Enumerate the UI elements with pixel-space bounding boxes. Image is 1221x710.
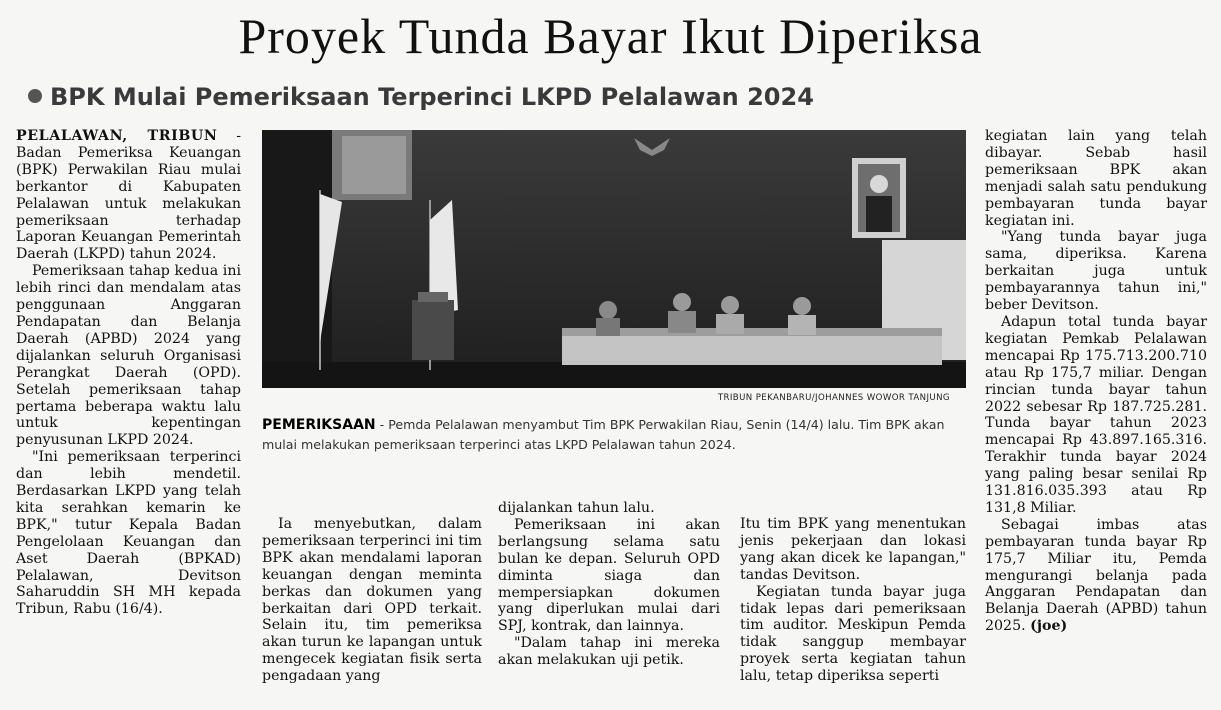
paragraph-text: Sebagai imbas atas pembayaran tunda bayar Rp 175,7 Miliar itu, Pemda mengurangi belanja pada Anggaran Pendapatan dan Belanja Daerah (APBD) tahun 2025. — [985, 516, 1207, 635]
paragraph-text: Badan Pemeriksa Keuangan (BPK) Perwakilan Riau mulai berkantor di Kabupaten Pelalawan untuk melakukan pemeriksaan terhadap Laporan Keuangan Pemerintah Daerah (LKPD) tahun 2024. — [16, 144, 241, 263]
paragraph: "Yang tunda bayar juga sama, diperiksa. Karena berkaitan juga untuk pembayarannya tahun ini," beber Devitson. — [985, 229, 1207, 314]
photo-caption — [262, 415, 966, 455]
paragraph: Kegiatan tunda bayar juga tidak lepas dari pemeriksaan tim auditor. Meskipun Pemda tidak sanggup membayar proyek serta kegiatan tahun lalu, tetap diperiksa seperti — [740, 583, 966, 685]
column-3 — [498, 500, 720, 669]
subheadline-text: BPK Mulai Pemeriksaan Terperinci LKPD Pelalawan 2024 — [50, 83, 814, 111]
paragraph: kegiatan lain yang telah dibayar. Sebab hasil pemeriksaan BPK akan menjadi salah satu pendukung pembayaran tunda bayar kegiatan ini. — [985, 128, 1207, 229]
bullet-icon — [28, 89, 42, 103]
caption-text: - Pemda Pelalawan menyambut Tim BPK Perwakilan Riau, Senin (14/4) lalu. Tim BPK akan mulai melakukan pemeriksaan terperinci atas LKPD Pelalawan tahun 2024. — [262, 417, 945, 452]
paragraph — [985, 517, 1207, 635]
column-2 — [262, 516, 482, 685]
headline: Proyek Tunda Bayar Ikut Diperiksa — [238, 8, 983, 64]
column-5 — [985, 128, 1207, 635]
paragraph: "Ini pemeriksaan terperinci dan lebih mendetil. Berdasarkan LKPD yang telah kita serahkan kemarin ke BPK," tutur Kepala Badan Pengelolaan Keuangan dan Aset Daerah (BPKAD) Pelalawan, Devitson Saharuddin SH MH kepada Tribun, Rabu (16/4). — [16, 449, 241, 618]
paragraph: Itu tim BPK yang menentukan jenis pekerjaan dan lokasi yang akan dicek ke lapangan," tandas Devitson. — [740, 516, 966, 583]
caption-label: PEMERIKSAAN — [262, 417, 376, 433]
photo-credit: TRIBUN PEKANBARU/JOHANNES WOWOR TANJUNG — [717, 393, 950, 403]
paragraph: "Dalam tahap ini mereka akan melakukan uji petik. — [498, 635, 720, 669]
paragraph: dijalankan tahun lalu. — [498, 500, 655, 516]
paragraph: PELALAWAN, TRIBUN - Badan Pemeriksa Keuangan (BPK) Perwakilan Riau mulai berkantor di Kabupaten Pelalawan untuk melakukan pemeriksaan terhadap Laporan Keuangan Pemerintah Daerah (LKPD) tahun 2024. — [16, 128, 241, 263]
paragraph: Ia menyebutkan, dalam pemeriksaan terperinci ini tim BPK akan mendalami laporan keuangan dengan meminta berkas dan dokumen yang berkaitan dari OPD terkait. Selain itu, tim pemeriksa akan turun ke lapangan untuk mengecek kegiatan fisik serta pengadaan yang — [262, 516, 482, 685]
column-1 — [16, 128, 241, 618]
paragraph: Pemeriksaan ini akan berlangsung selama satu bulan ke depan. Seluruh OPD diminta siaga dan mempersiapkan dokumen yang diperlukan mulai dari SPJ, kontrak, dan lainnya. — [498, 516, 720, 635]
paragraph: Pemeriksaan tahap kedua ini lebih rinci dan mendalam atas penggunaan Anggaran Pendapatan dan Belanja Daerah (APBD) 2024 yang dijalankan seluruh Organisasi Perangkat Daerah (OPD). Setelah pemeriksaan tahap pertama beberapa waktu lalu untuk kepentingan penyusunan LKPD 2024. — [16, 263, 241, 449]
meeting-room-photo — [262, 130, 966, 388]
press-photo — [262, 130, 966, 388]
column-4 — [740, 516, 966, 685]
subheadline — [28, 80, 814, 114]
paragraph: Adapun total tunda bayar kegiatan Pemkab Pelalawan mencapai Rp 175.713.200.710 atau Rp 175,7 miliar. Dengan rincian tunda bayar tahun 2022 sebesar Rp 187.725.281. Tunda bayar tahun 2023 mencapai Rp 43.897.165.316. Terakhir tunda bayar 2024 yang paling besar senilai Rp 131.816.035.393 atau Rp 131,8 Miliar. — [985, 313, 1207, 516]
signoff: (joe) — [1030, 618, 1068, 635]
dateline: PELALAWAN, TRIBUN — [16, 128, 218, 144]
